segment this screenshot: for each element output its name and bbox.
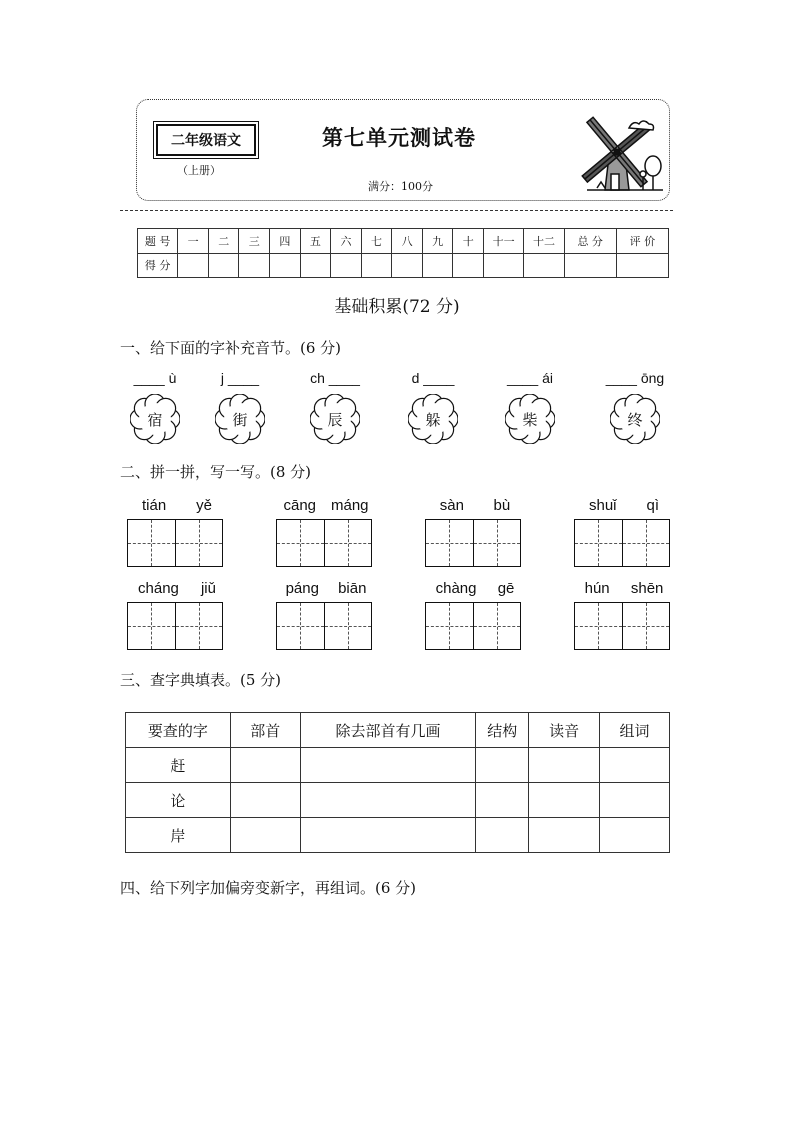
pinyin-word — [127, 580, 227, 650]
score-input-cell[interactable] — [453, 253, 484, 278]
score-input-cell[interactable] — [564, 253, 616, 278]
question-3-text: 三、查字典填表。 — [120, 671, 241, 689]
question-1-points: (6 分) — [300, 339, 342, 357]
pinyin-syllable: bù — [493, 497, 511, 514]
volume-label: （上册） — [177, 164, 221, 177]
pinyin-syllable: chàng — [435, 580, 477, 597]
answer-cell[interactable] — [600, 783, 670, 818]
divider-line — [120, 210, 673, 211]
pinyin-word — [127, 497, 227, 567]
pinyin-label — [425, 580, 525, 602]
score-input-cell[interactable] — [208, 253, 239, 278]
answer-cell[interactable] — [600, 748, 670, 783]
pinyin-blank[interactable]: ch ____ — [310, 370, 360, 386]
windmill-icon — [567, 108, 667, 198]
total-score: 满分：100分 — [368, 180, 433, 193]
answer-cell[interactable] — [230, 748, 300, 783]
grade-badge: 二年级语文 — [156, 124, 256, 156]
section-title: 基础积累(72 分) — [334, 297, 460, 317]
score-header-cell: 三 — [239, 229, 270, 254]
question-4-points: (6 分) — [375, 879, 417, 897]
writing-cell[interactable] — [277, 520, 325, 566]
flower-frame — [215, 394, 265, 444]
lookup-character: 论 — [126, 783, 231, 818]
writing-cell[interactable] — [623, 603, 670, 649]
dictionary-header-cell: 要查的字 — [126, 713, 231, 748]
writing-grid — [127, 602, 223, 650]
header-box — [136, 99, 670, 201]
lookup-character: 岸 — [126, 818, 231, 853]
pinyin-syllable: qì — [646, 497, 659, 514]
syllable-item — [388, 370, 478, 444]
writing-cell[interactable] — [575, 603, 623, 649]
dictionary-header-cell: 读音 — [529, 713, 600, 748]
score-input-cell[interactable] — [270, 253, 301, 278]
score-label-cell: 得 分 — [138, 253, 178, 278]
answer-cell[interactable] — [300, 783, 476, 818]
pinyin-word — [276, 497, 376, 567]
flower-frame — [408, 394, 458, 444]
table-row — [126, 783, 670, 818]
pinyin-label — [276, 497, 376, 519]
writing-cell[interactable] — [325, 603, 372, 649]
pinyin-blank[interactable]: ____ ù — [133, 370, 177, 386]
score-header-row — [138, 229, 669, 254]
writing-grid — [425, 602, 521, 650]
score-input-cell[interactable] — [239, 253, 270, 278]
flower-character: 宿 — [147, 411, 163, 429]
score-input-cell[interactable] — [361, 253, 392, 278]
writing-cell[interactable] — [474, 603, 521, 649]
lookup-character: 赶 — [126, 748, 231, 783]
pinyin-syllable: sàn — [439, 497, 464, 514]
flower-frame — [130, 394, 180, 444]
pinyin-blank[interactable]: ____ ōng — [605, 370, 665, 386]
score-header-cell: 一 — [178, 229, 209, 254]
flower-character: 躲 — [425, 411, 441, 429]
syllable-item — [110, 370, 200, 444]
pinyin-word — [574, 497, 674, 567]
writing-cell[interactable] — [426, 520, 474, 566]
pinyin-blank[interactable]: ____ ái — [507, 370, 553, 386]
question-2-text: 二、拼一拼，写一写。 — [120, 463, 271, 481]
syllable-item — [590, 370, 680, 444]
question-2-title — [120, 461, 311, 482]
score-value-row — [138, 253, 669, 278]
score-header-cell: 十二 — [524, 229, 564, 254]
score-header-cell: 十一 — [483, 229, 523, 254]
page-title: 第七单元测试卷 — [322, 126, 476, 150]
score-header-cell: 八 — [392, 229, 423, 254]
answer-cell[interactable] — [529, 818, 600, 853]
pinyin-syllable: máng — [330, 497, 369, 514]
score-input-cell[interactable] — [616, 253, 668, 278]
pinyin-word — [425, 497, 525, 567]
pinyin-label — [574, 580, 674, 602]
dictionary-header-row — [126, 713, 670, 748]
pinyin-word — [425, 580, 525, 650]
pinyin-syllable: yě — [196, 497, 212, 514]
pinyin-syllable: tián — [141, 497, 167, 514]
writing-cell[interactable] — [176, 520, 223, 566]
syllable-item — [195, 370, 285, 444]
score-input-cell[interactable] — [331, 253, 362, 278]
score-input-cell[interactable] — [524, 253, 564, 278]
writing-cell[interactable] — [176, 603, 223, 649]
question-2-points: (8 分) — [270, 463, 312, 481]
pinyin-blank[interactable]: d ____ — [411, 370, 455, 386]
writing-grid — [276, 602, 372, 650]
answer-cell[interactable] — [300, 748, 476, 783]
flower-character: 终 — [627, 411, 643, 429]
flower-frame — [610, 394, 660, 444]
question-1-title — [120, 337, 341, 358]
answer-cell[interactable] — [476, 748, 529, 783]
table-row — [126, 818, 670, 853]
flower-character: 柴 — [522, 411, 538, 429]
syllable-item — [290, 370, 380, 444]
answer-cell[interactable] — [600, 818, 670, 853]
writing-grid — [574, 519, 670, 567]
writing-cell[interactable] — [623, 520, 670, 566]
question-1-text: 一、给下面的字补充音节。 — [120, 339, 301, 357]
score-input-cell[interactable] — [178, 253, 209, 278]
pinyin-label — [127, 497, 227, 519]
question-3-points: (5 分) — [240, 671, 282, 689]
pinyin-syllable: hún — [584, 580, 610, 597]
pinyin-syllable: biān — [338, 580, 367, 597]
writing-cell[interactable] — [128, 603, 176, 649]
score-header-cell: 总 分 — [564, 229, 616, 254]
writing-grid — [127, 519, 223, 567]
answer-cell[interactable] — [230, 818, 300, 853]
score-input-cell[interactable] — [300, 253, 331, 278]
flower-character: 街 — [232, 411, 248, 429]
pinyin-syllable: cāng — [283, 497, 317, 514]
dictionary-table — [125, 712, 670, 853]
pinyin-word — [276, 580, 376, 650]
question-4-text: 四、给下列字加偏旁变新字，再组词。 — [120, 879, 376, 897]
pinyin-label — [276, 580, 376, 602]
score-header-cell: 四 — [270, 229, 301, 254]
table-row — [126, 748, 670, 783]
dictionary-header-cell: 除去部首有几画 — [300, 713, 476, 748]
answer-cell[interactable] — [476, 783, 529, 818]
answer-cell[interactable] — [529, 748, 600, 783]
writing-cell[interactable] — [128, 520, 176, 566]
score-header-cell: 评 价 — [616, 229, 668, 254]
answer-cell[interactable] — [476, 818, 529, 853]
writing-cell[interactable] — [277, 603, 325, 649]
answer-cell[interactable] — [300, 818, 476, 853]
score-input-cell[interactable] — [392, 253, 423, 278]
score-header-cell: 九 — [422, 229, 453, 254]
pinyin-syllable: cháng — [138, 580, 179, 597]
score-header-cell: 题 号 — [138, 229, 178, 254]
score-header-cell: 七 — [361, 229, 392, 254]
flower-character: 辰 — [327, 411, 343, 429]
pinyin-syllable: gē — [497, 580, 515, 597]
pinyin-syllable: páng — [285, 580, 319, 597]
pinyin-label — [425, 497, 525, 519]
dictionary-header-cell: 部首 — [230, 713, 300, 748]
answer-cell[interactable] — [230, 783, 300, 818]
writing-grid — [276, 519, 372, 567]
score-input-cell[interactable] — [422, 253, 453, 278]
answer-cell[interactable] — [529, 783, 600, 818]
question-3-title — [120, 669, 281, 690]
pinyin-label — [574, 497, 674, 519]
writing-cell[interactable] — [426, 603, 474, 649]
writing-grid — [574, 602, 670, 650]
writing-cell[interactable] — [575, 520, 623, 566]
score-header-cell: 二 — [208, 229, 239, 254]
pinyin-syllable: shuǐ — [588, 497, 617, 514]
pinyin-syllable: shēn — [630, 580, 664, 597]
score-header-cell: 五 — [300, 229, 331, 254]
score-table — [137, 228, 669, 278]
syllable-item — [485, 370, 575, 444]
dictionary-header-cell: 结构 — [476, 713, 529, 748]
pinyin-label — [127, 580, 227, 602]
writing-grid — [425, 519, 521, 567]
score-header-cell: 六 — [331, 229, 362, 254]
pinyin-blank[interactable]: j ____ — [220, 370, 260, 386]
question-4-title — [120, 877, 416, 898]
pinyin-syllable: jiǔ — [200, 580, 216, 597]
dictionary-header-cell: 组词 — [600, 713, 670, 748]
flower-frame — [505, 394, 555, 444]
writing-cell[interactable] — [474, 520, 521, 566]
writing-cell[interactable] — [325, 520, 372, 566]
pinyin-word — [574, 580, 674, 650]
score-input-cell[interactable] — [483, 253, 523, 278]
score-header-cell: 十 — [453, 229, 484, 254]
flower-frame — [310, 394, 360, 444]
